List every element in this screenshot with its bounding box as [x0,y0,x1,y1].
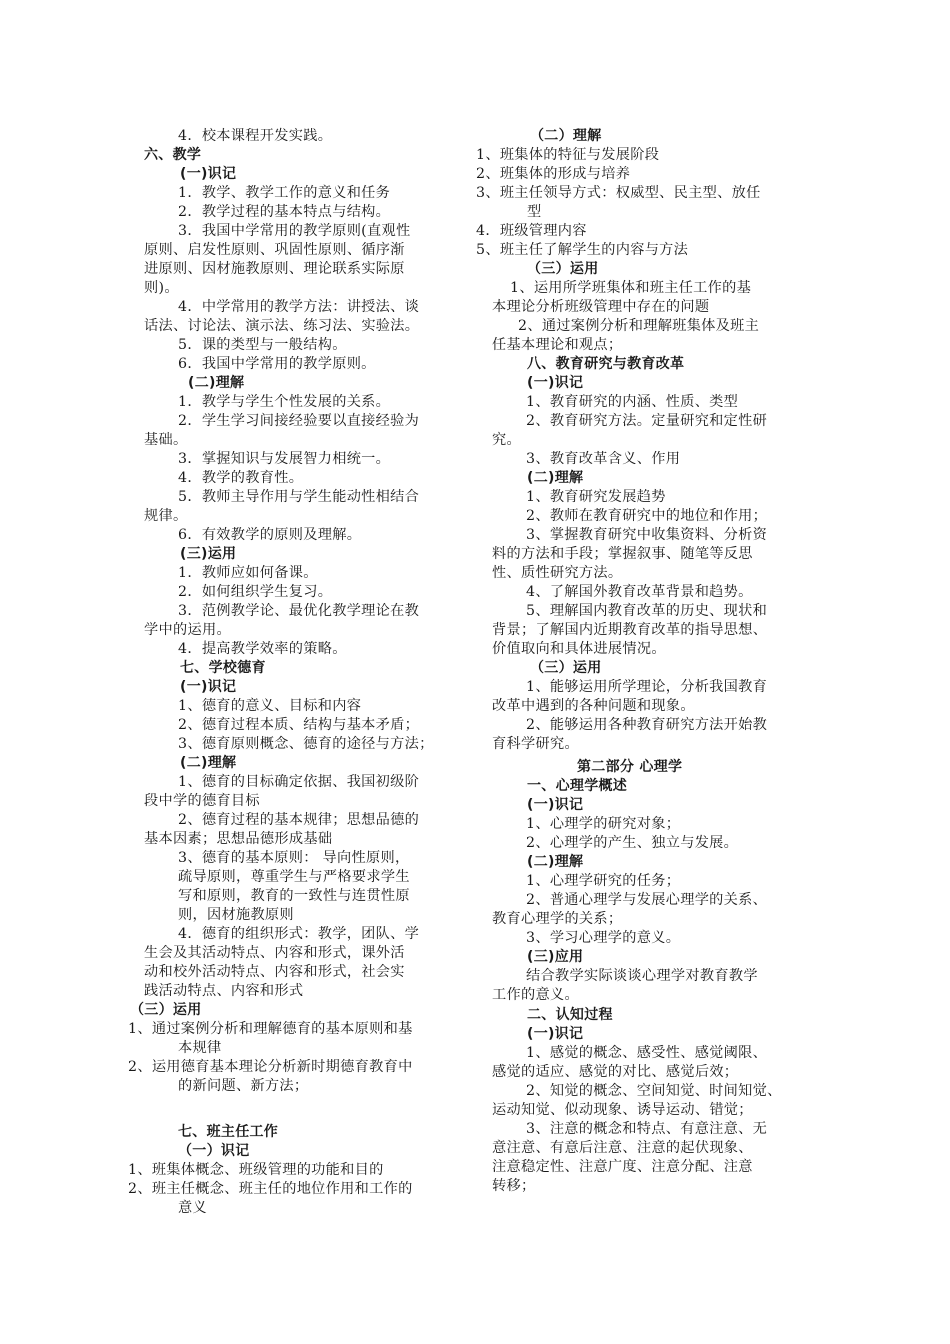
text-line: 1、教育研究发展趋势 [526,489,666,505]
text-line: 话法、讨论法、演示法、练习法、实验法。 [144,318,420,334]
text-line: 段中学的德育目标 [144,793,260,809]
text-line: 践活动特点、内容和形式 [144,983,304,999]
text-line: 写和原则，教育的一致性与连贯性原 [178,888,410,904]
text-line: 任基本理论和观点； [492,337,623,353]
text-line: 4．德育的组织形式：教学，团队、学 [178,926,420,942]
subsection-heading: (一)识记 [180,679,237,695]
text-line: 进原则、因材施教原则、理论联系实际原 [144,261,405,277]
text-line: 4、了解国外教育改革背景和趋势。 [526,584,753,600]
section-heading: 六、教学 [144,147,202,163]
text-line: 工作的意义。 [492,987,579,1003]
subsection-heading: (二)理解 [527,470,584,486]
subsection-heading: (三)运用 [180,546,237,562]
text-line: 2、教师在教育研究中的地位和作用； [526,508,768,524]
text-line: 背景；了解国内近期教育改革的指导思想、 [492,622,768,638]
text-line: 2、知觉的概念、空间知觉、时间知觉、 [526,1083,782,1099]
subsection-heading: (一)识记 [527,797,584,813]
text-line: 型 [527,204,542,220]
subsection-heading: （一）识记 [178,1143,250,1159]
text-line: 2、班集体的形成与培养 [476,166,631,182]
text-line: 4．校本课程开发实践。 [178,128,333,144]
text-line: 1．教师应如何备课。 [178,565,318,581]
text-line: 料的方法和手段；掌握叙事、随笔等反思 [492,546,753,562]
text-line: 1、班集体概念、班级管理的功能和目的 [128,1162,384,1178]
text-line: 生会及其活动特点、内容和形式，课外活 [144,945,405,961]
text-line: 价值取向和具体进展情况。 [492,641,666,657]
text-line: 2．如何组织学生复习。 [178,584,333,600]
text-line: 意注意、有意后注意、注意的起伏现象、 [492,1140,753,1156]
text-line: 改革中遇到的各种问题和现象。 [492,698,695,714]
subsection-heading: (二)理解 [180,755,237,771]
text-line: 转移； [492,1178,536,1194]
text-line: 4．教学的教育性。 [178,470,304,486]
text-line: 1、心理学的研究对象； [526,816,681,832]
text-line: 基础。 [144,432,188,448]
text-line: 1．教学与学生个性发展的关系。 [178,394,391,410]
subsection-heading: (一)识记 [527,1026,584,1042]
section-heading: 二、认知过程 [527,1007,613,1023]
text-line: 3、掌握教育研究中收集资料、分析资 [526,527,768,543]
subsection-heading: (三)应用 [527,949,584,965]
text-line: 1、通过案例分析和理解德育的基本原则和基 [128,1021,413,1037]
text-line: 1．教学、教学工作的意义和任务 [178,185,391,201]
text-line: 结合教学实际谈谈心理学对教育教学 [526,968,758,984]
text-line: 3．范例教学论、最优化教学理论在教 [178,603,420,619]
text-line: 6．我国中学常用的教学原则。 [178,356,376,372]
text-line: 5．教师主导作用与学生能动性相结合 [178,489,420,505]
text-line: 运动知觉、似动现象、诱导运动、错觉； [492,1102,753,1118]
text-line: 基本因素；思想品德形成基础 [144,831,333,847]
text-line: 2、教育研究方法。定量研究和定性研 [526,413,768,429]
subsection-heading: (一)识记 [180,166,237,182]
section-heading: 八、教育研究与教育改革 [527,356,685,372]
text-line: 的新问题、新方法； [178,1078,309,1094]
text-line: 2、普通心理学与发展心理学的关系、 [526,892,768,908]
text-line: 6．有效教学的原则及理解。 [178,527,362,543]
subsection-heading: (二)理解 [188,375,245,391]
text-line: 4．班级管理内容 [476,223,587,239]
text-line: 规律。 [144,508,188,524]
text-line: 3、学习心理学的意义。 [526,930,681,946]
text-line: 2、班主任概念、班主任的地位作用和工作的 [128,1181,413,1197]
section-heading: 七、学校德育 [180,660,266,676]
text-line: 4．提高教学效率的策略。 [178,641,347,657]
text-line: 则)。 [144,280,179,296]
text-line: 性、质性研究方法。 [492,565,623,581]
text-line: 教育心理学的关系； [492,911,623,927]
text-line: 3．掌握知识与发展智力相统一。 [178,451,391,467]
text-line: 动和校外活动特点、内容和形式，社会实 [144,964,405,980]
subsection-heading: （三）运用 [130,1002,202,1018]
text-line: 2、德育过程本质、结构与基本矛盾； [178,717,420,733]
text-line: 疏导原则，尊重学生与严格要求学生 [178,869,410,885]
text-line: 3、注意的概念和特点、有意注意、无 [526,1121,768,1137]
text-line: 2、德育过程的基本规律；思想品德的 [178,812,420,828]
section-heading: 七、班主任工作 [178,1124,279,1140]
text-line: 育科学研究。 [492,736,579,752]
text-line: 2．学生学习间接经验要以直接经验为 [178,413,420,429]
section-heading: 一、心理学概述 [527,778,628,794]
text-line: 究。 [492,432,521,448]
text-line: 1、心理学研究的任务； [526,873,681,889]
text-line: 3、教育改革含义、作用 [526,451,681,467]
text-line: 1、班集体的特征与发展阶段 [476,147,660,163]
text-line: 2、能够运用各种教育研究方法开始教 [526,717,768,733]
text-line: 学中的运用。 [144,622,231,638]
subsection-heading: （二）理解 [530,128,602,144]
subsection-heading: (二)理解 [527,854,584,870]
text-line: 意义 [178,1200,207,1216]
text-line: 1、德育的意义、目标和内容 [178,698,362,714]
text-line: 3、德育原则概念、德育的途径与方法； [178,736,434,752]
text-line: 5、班主任了解学生的内容与方法 [476,242,689,258]
text-line: 1、能够运用所学理论，分析我国教育 [526,679,768,695]
text-line: 3．我国中学常用的教学原则(直观性 [178,223,411,239]
text-line: 1、运用所学班集体和班主任工作的基 [510,280,752,296]
text-line: 则，因材施教原则 [178,907,294,923]
text-line: 2、运用德育基本理论分析新时期德育教育中 [128,1059,413,1075]
text-line: 2、心理学的产生、独立与发展。 [526,835,739,851]
text-line: 感觉的适应、感觉的对比、感觉后效； [492,1064,739,1080]
subsection-heading: （三）运用 [527,261,599,277]
text-line: 2、通过案例分析和理解班集体及班主 [518,318,760,334]
text-line: 2．教学过程的基本特点与结构。 [178,204,391,220]
text-line: 原则、启发性原则、巩固性原则、循序渐 [144,242,405,258]
text-line: 注意稳定性、注意广度、注意分配、注意 [492,1159,753,1175]
text-line: 1、感觉的概念、感受性、感觉阈限、 [526,1045,768,1061]
subsection-heading: （三）运用 [530,660,602,676]
text-line: 本理论分析班级管理中存在的问题 [492,299,710,315]
text-line: 1、教育研究的内涵、性质、类型 [526,394,739,410]
subsection-heading: (一)识记 [527,375,584,391]
text-line: 4．中学常用的教学方法：讲授法、谈 [178,299,420,315]
part-heading: 第二部分 心理学 [577,759,683,775]
text-line: 本规律 [178,1040,222,1056]
text-line: 3、德育的基本原则： 导向性原则， [178,850,410,866]
text-line: 3、班主任领导方式：权威型、民主型、放任 [476,185,761,201]
text-line: 5．课的类型与一般结构。 [178,337,347,353]
text-line: 5、理解国内教育改革的历史、现状和 [526,603,768,619]
text-line: 1、德育的目标确定依据、我国初级阶 [178,774,420,790]
